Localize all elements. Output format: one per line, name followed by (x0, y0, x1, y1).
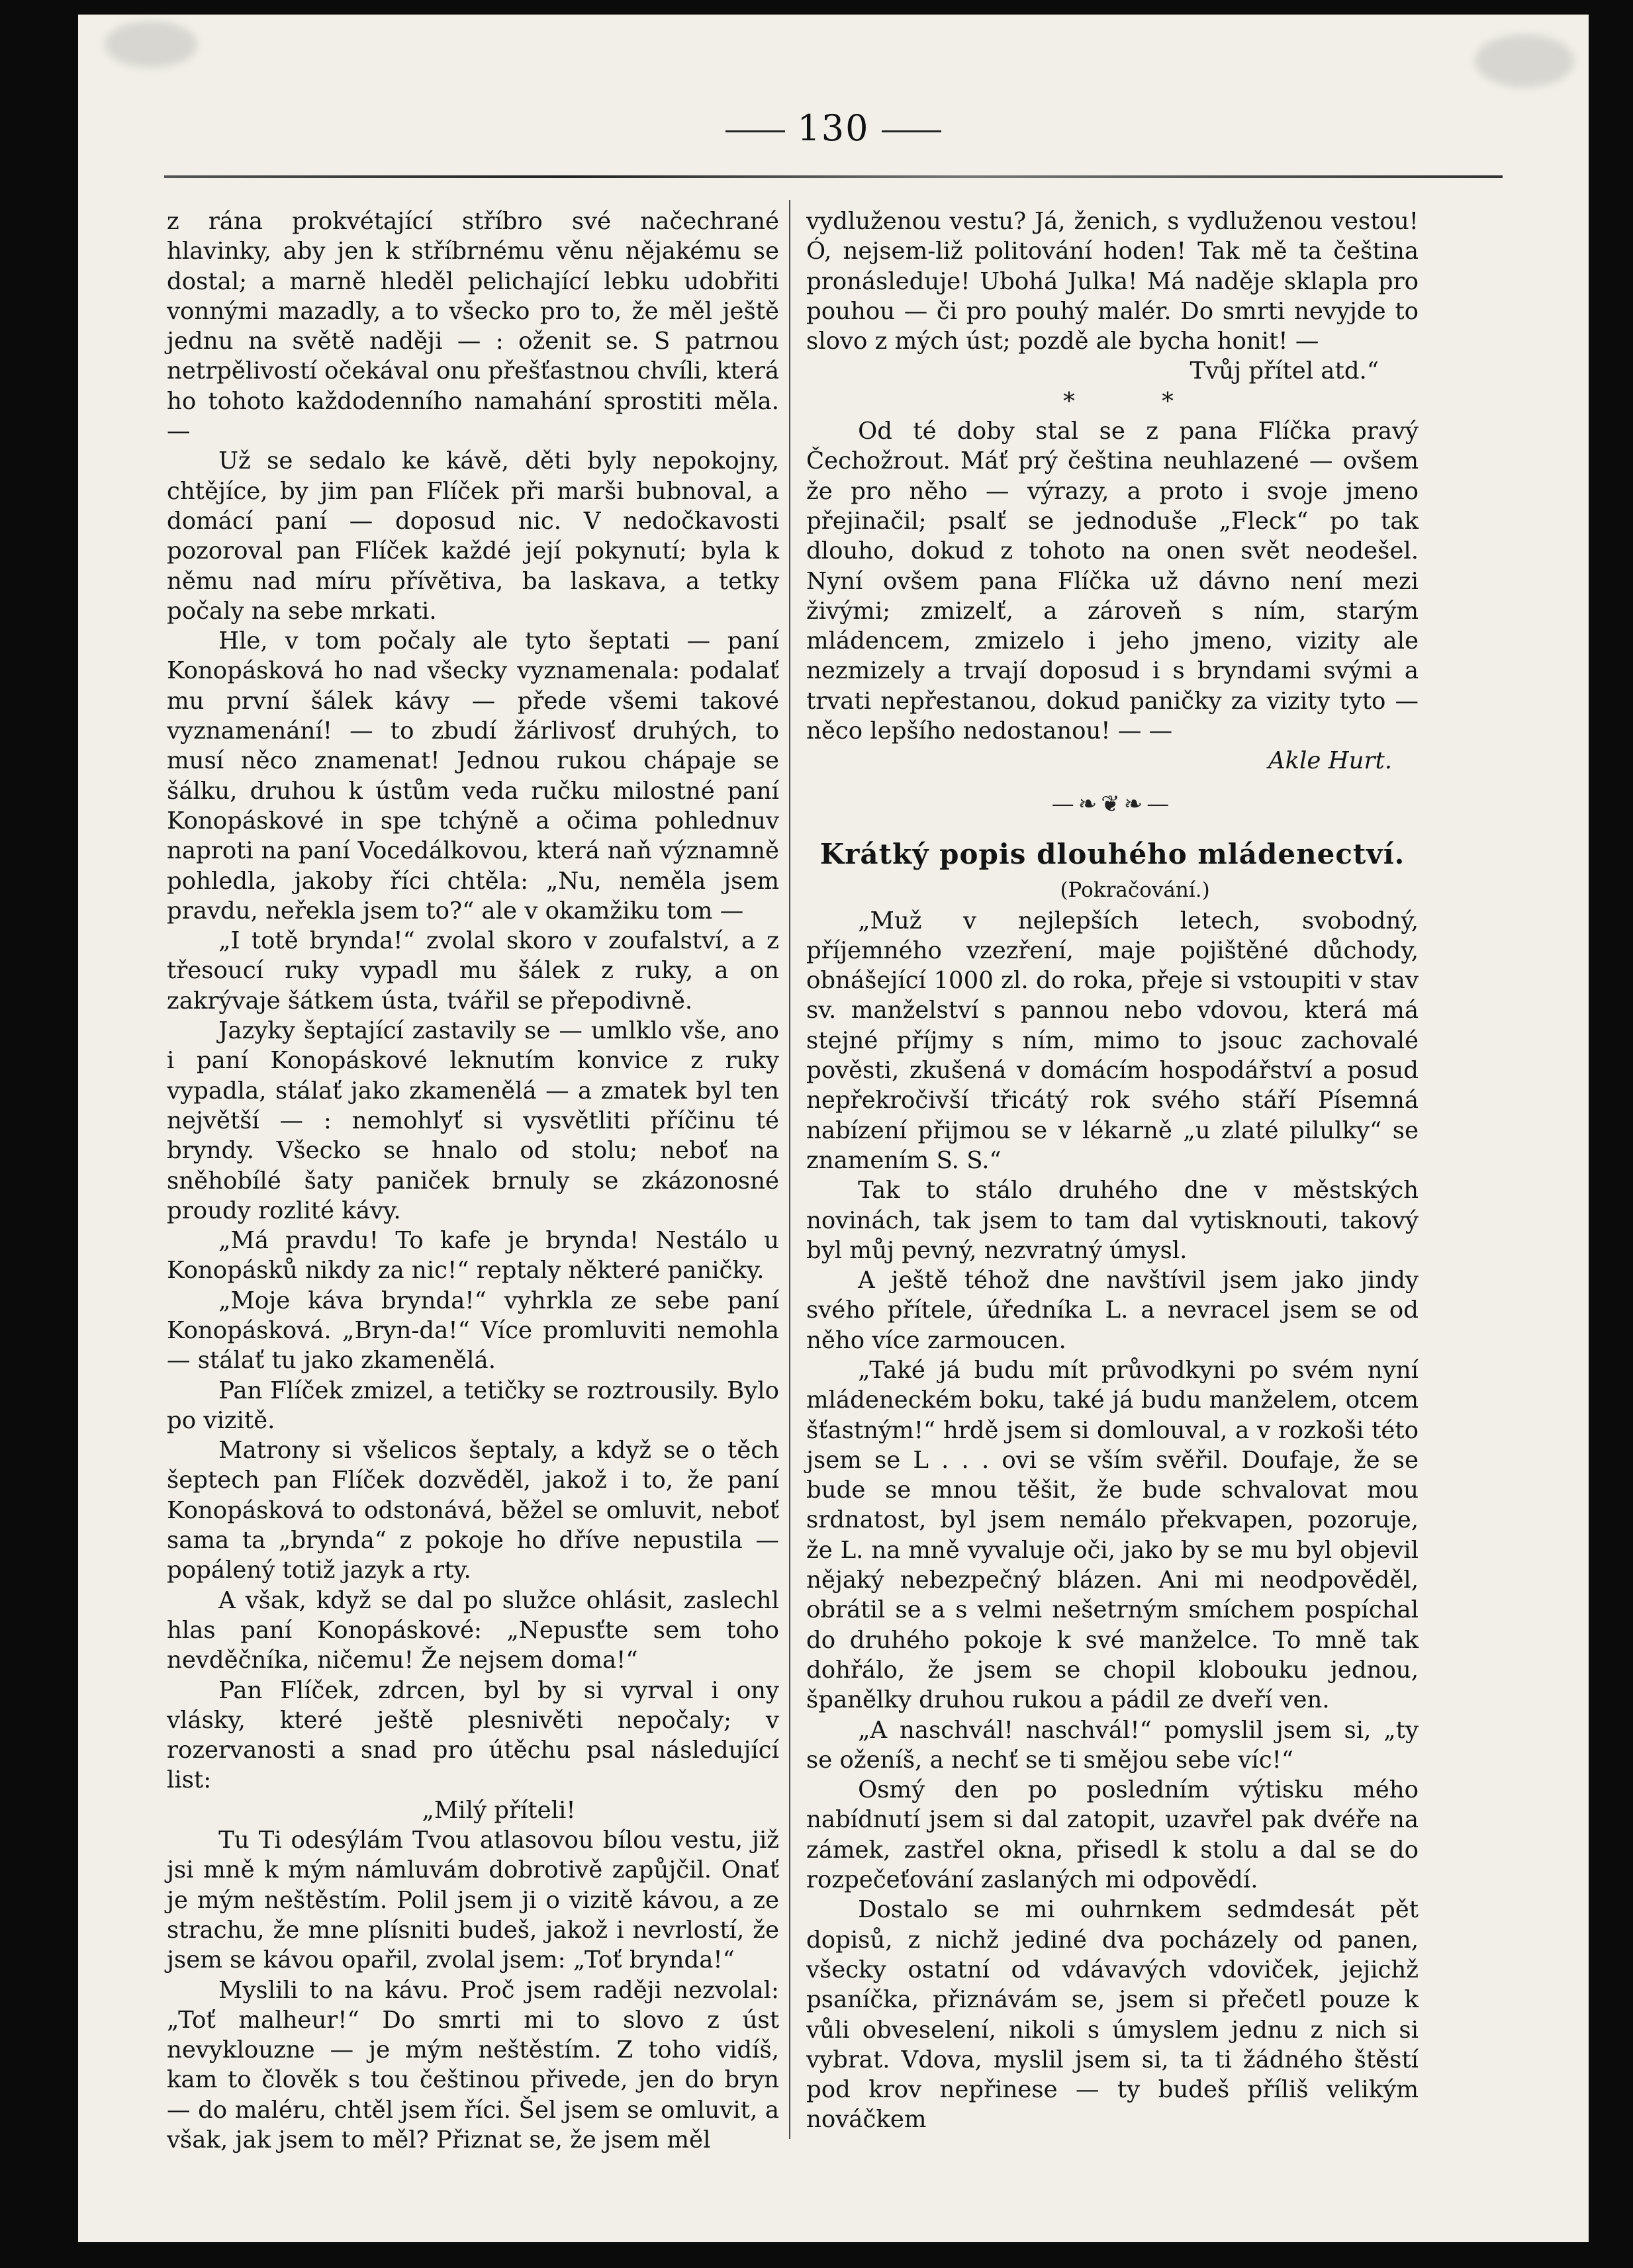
paragraph: vydluženou vestu? Já, ženich, s vydluženou vestou! Ó, nejsem-liž politování hoden! Tak mě ta čeština pronásleduje! Ubohá Julka! Má naděje sklapla pro pouhou — či pro pouhý malér. Do smrti nevyjde to slovo z mých úst; pozdě ale bycha honit! — (806, 208, 1419, 355)
column-divider (789, 200, 790, 2139)
paragraph: Jazyky šeptající zastavily se — umlklo vše, ano i paní Konopáskové leknutím konvice z ruky vypadla, stálať jako zkamenělá — a zmatek byl ten největší — : nemohlyť si vysvětliti příčinu té bryndy. Všecko se hnalo od stolu; neboť na sněhobílé šaty paniček brnuly se zkázonosné proudy rozlité kávy. (167, 1017, 779, 1224)
header-rule (164, 175, 1503, 178)
paragraph: Tak to stálo druhého dne v městských novinách, tak jsem to tam dal vytisknouti, takový byl můj pevný, nezvratný úmysl. (806, 1177, 1419, 1264)
letter-signoff: Tvůj přítel atd.“ (1190, 357, 1379, 385)
article-title: Krátký popis dlouhého mládenectví. (819, 837, 1405, 870)
paragraph: „I totě brynda!“ zvolal skoro v zoufalství, a z třesoucí ruky vypadl mu šálek z ruky, a on zakrývaje šátkem ústa, tvářil se přepodivně. (167, 927, 779, 1015)
article-continuation-note: (Pokračování.) (1060, 878, 1210, 903)
paragraph: Matrony si všelicos šeptaly, a když se o těch šeptech pan Flíček dozvěděl, jakož i to, že paní Konopásková to odstonává, běžel se omluvit, neboť sama ta „brynda“ z pokoje ho dříve nepustila — popálený totiž jazyk a rty. (167, 1437, 779, 1584)
ornament-divider: —❧❦❧— (1051, 790, 1174, 817)
right-column (806, 206, 1419, 2135)
author-signature: Akle Hurt. (1268, 747, 1392, 775)
paragraph: Osmý den po posledním výtisku mého nabídnutí jsem si dal zatopit, uzavřel pak dvéře na zámek, zastřel okna, přisedl k stolu a dal se do rozpečeťování zaslaných mi odpovědí. (806, 1776, 1419, 1894)
paragraph: A ještě téhož dne navštívil jsem jako jindy svého přítele, úředníka L. a nevracel jsem se od něho více zarmoucen. (806, 1267, 1419, 1354)
dash-right (882, 130, 941, 132)
paragraph: Tu Ti odesýlám Tvou atlasovou bílou vestu, již jsi mně k mým námluvám dobrotivě zapůjčil. Onať je mým neštěstím. Polil jsem ji o vizitě kávou, a ze strachu, že mne plísniti budeš, jakož i nevrlostí, že jsem se kávou opařil, zvolal jsem: „Toť brynda!“ (167, 1827, 779, 1974)
paragraph: Už se sedalo ke kávě, děti byly nepokojny, chtějíce, by jim pan Flíček při marši bubnoval, a domácí paní — doposud nic. V nedočkavosti pozoroval pan Flíček každé její pokynutí; byla k němu nad míru přívětiva, ba laskava, a tetky počaly na sebe mrkati. (167, 447, 779, 625)
paragraph: Myslili to na kávu. Proč jsem raději nezvolal: „Toť malheur!“ Do smrti mi to slovo z úst nevyklouzne — je mým neštěstím. Z toho vidíš, kam to člověk s tou češtinou přivede, jen do bryn — do maléru, chtěl jsem říci. Šel jsem se omluvit, a však, jak jsem to měl? Přiznat se, že jsem měl (167, 1976, 779, 2154)
paragraph: „Muž v nejlepších letech, svobodný, příjemného vzezření, maje pojištěné důchody, obnášející 1000 zl. do roka, přeje si vstoupiti v stav sv. manželství s pannou nebo vdovou, která má stejné příjmy s ním, mimo to jsouc zachovalé pověsti, zkušená v domácím hospodářství a posud nepřekročivší třicátý rok svého stáří Písemná nabízení přijmou se v lékarně „u zlaté pilulky“ se znamením S. S.“ (806, 907, 1419, 1174)
paragraph: Pan Flíček, zdrcen, byl by si vyrval i ony vlásky, které ještě plesnivěti nepočaly; v rozervanosti a snad pro útěchu psal následující list: (167, 1676, 779, 1794)
paragraph: „Moje káva brynda!“ vyhrkla ze sebe paní Konopásková. „Bryn-da!“ Více promluviti nemohla — stálať tu jako zkamenělá. (167, 1287, 779, 1375)
left-column (167, 206, 779, 2155)
paragraph: A však, když se dal po služce ohlásit, zaslechl hlas paní Konopáskové: „Nepusťte sem toho nevděčníka, ničemu! Že nejsem doma!“ (167, 1586, 779, 1674)
newspaper-page (78, 15, 1589, 2242)
paragraph: z rána prokvétající stříbro své načechrané hlavinky, aby jen k stříbrnému věnu nějakému se dostal; a marně hleděl pelichající lebku udobřiti vonnými mazadly, a to všecko pro to, že měl ještě jednu na světě naději — : oženit se. S patrnou netrpělivostí očekával onu přešťastnou chvíli, která ho tohoto každodenního namahání sprostiti měla. — (167, 208, 779, 445)
page-number-text: 130 (797, 107, 870, 149)
paragraph: Pan Flíček zmizel, a tetičky se roztrousily. Bylo po vizitě. (167, 1377, 779, 1434)
paragraph: „A naschvál! naschvál!“ pomyslil jsem si, „ty se oženíš, a nechť se ti smějou sebe víc!“ (806, 1716, 1419, 1774)
dash-left (725, 130, 785, 132)
bleed-through-header (164, 28, 1521, 87)
paragraph: Dostalo se mi ouhrnkem sedmdesát pět dopisů, z nichž jediné dva pocházely od panen, všecky ostatní od vdávavých vdoviček, jejichž psaníčka, přiznávám se, jsem si přečetl pouze k vůli obveselení, nikoli s úmyslem jednu z nich si vybrat. Vdova, myslil jsem si, ta ti žádného štěstí pod krov nepřinese — ty budeš příliš velikým nováčkem (806, 1896, 1419, 2134)
paragraph: Hle, v tom počaly ale tyto šeptati — paní Konopásková ho nad všecky vyznamenala: podalať mu první šálek kávy — přede všemi takové vyznamenání! — to zbudí žárlivosť druhých, to musí něco znamenat! Jednou rukou chápaje se šálku, druhou k ústům veda ručku milostné paní Konopáskové in spe tchýně a očima pohlednuv naproti na paní Vocedálkovou, která naň významně pohledla, jakoby říci chtěla: „Nu, neměla jsem pravdu, neřekla jsem to?“ ale v okamžiku tom — (167, 627, 779, 925)
section-break: * * (1063, 387, 1213, 415)
page-number (78, 107, 1589, 149)
paragraph: „Také já budu mít průvodkyni po svém nyní mládeneckém boku, také já budu manželem, otcem šťastným!“ hrdě jsem si domlouval, a v rozkoši této jsem se L . . . ovi se vším svěřil. Doufaje, že se bude se mnou těšit, že bude schvalovat mou srdnatost, byl jsem nemálo překvapen, pozoruje, že L. na mně vyvaluje oči, jako by se mu byl objevil nějaký nebezpečný blázen. Ani mi neodpověděl, obrátil se a s velmi nešetrným smíchem pospíchal do druhého pokoje k své manželce. To mně tak dohřálo, že jsem se chopil klobouku jednou, španělky druhou rukou a pádil ze dveří ven. (806, 1356, 1419, 1714)
paragraph: „Má pravdu! To kafe je brynda! Nestálo u Konopásků nikdy za nic!“ reptaly některé paničky. (167, 1227, 779, 1285)
paragraph: „Milý příteli! (422, 1796, 576, 1824)
paragraph: Od té doby stal se z pana Flíčka pravý Čechožrout. Máť prý čeština neuhlazené — ovšem že pro něho — výrazy, a proto i svoje jmeno přejinačil; psalť se jednoduše „Fleck“ po tak dlouho, dokud z tohoto na onen svět neodešel. Nyní ovšem pana Flíčka už dávno není mezi živými; zmizelť, a zároveň s ním, starým mládencem, zmizelo i jeho jmeno, vizity ale nezmizely a trvají doposud i s bryndami svými a trvati nepřestanou, dokud paničky za vizity tyto — něco lepšího nedostanou! — — (806, 418, 1419, 745)
